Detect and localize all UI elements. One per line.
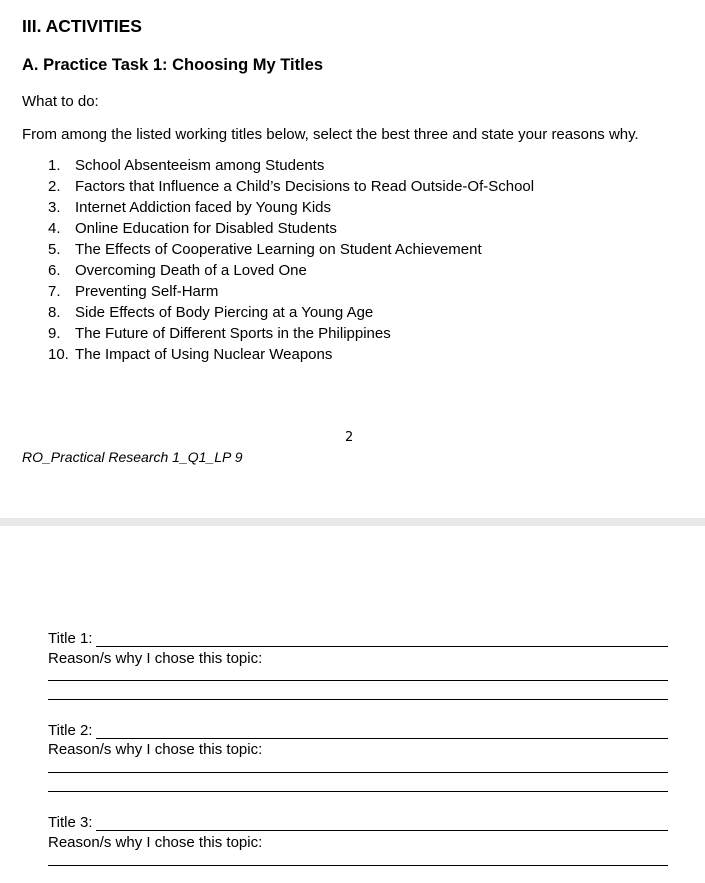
list-item — [48, 261, 534, 282]
reason-1-line-1[interactable] — [48, 680, 668, 681]
reason-2-line-2[interactable] — [48, 791, 668, 792]
reason-2-line-1[interactable] — [48, 772, 668, 773]
item-text: Overcoming Death of a Loved One — [75, 262, 307, 279]
title-3-blank[interactable] — [96, 815, 668, 831]
reason-2-label: Reason/s why I chose this topic: — [48, 741, 263, 758]
title-1-field[interactable] — [48, 630, 668, 647]
item-number: 1. — [48, 157, 61, 174]
title-1-label: Title 1: — [48, 630, 93, 647]
list-item — [48, 219, 534, 240]
item-number: 4. — [48, 220, 61, 237]
list-item — [48, 303, 534, 324]
list-item — [48, 282, 534, 303]
item-text: Online Education for Disabled Students — [75, 220, 337, 237]
task-title: A. Practice Task 1: Choosing My Titles — [22, 56, 324, 74]
item-number: 10. — [48, 346, 69, 363]
reason-1-line-2[interactable] — [48, 699, 668, 700]
list-item — [48, 345, 534, 366]
page-footer: RO_Practical Research 1_Q1_LP 9 — [22, 449, 243, 465]
reason-3-label: Reason/s why I chose this topic: — [48, 834, 263, 851]
title-3-field[interactable] — [48, 814, 668, 831]
reason-1-label: Reason/s why I chose this topic: — [48, 650, 263, 667]
item-number: 2. — [48, 178, 61, 195]
item-text: Factors that Influence a Child’s Decisions to Read Outside-Of-School — [75, 178, 535, 195]
titles-list — [48, 156, 534, 366]
page-separator — [0, 518, 705, 526]
reason-3-line-1[interactable] — [48, 865, 668, 866]
item-text: The Effects of Cooperative Learning on Student Achievement — [75, 241, 482, 258]
instructions-text: From among the listed working titles below, select the best three and state your reasons why. — [22, 126, 639, 143]
what-to-do-label: What to do: — [22, 93, 99, 110]
list-item — [48, 156, 534, 177]
title-2-blank[interactable] — [96, 723, 668, 739]
list-item — [48, 240, 534, 261]
item-text: The Future of Different Sports in the Philippines — [75, 325, 391, 342]
list-item — [48, 177, 534, 198]
page-2 — [0, 526, 705, 883]
item-number: 6. — [48, 262, 61, 279]
title-2-field[interactable] — [48, 722, 668, 739]
title-2-label: Title 2: — [48, 722, 93, 739]
item-text: Preventing Self-Harm — [75, 283, 219, 300]
item-text: Side Effects of Body Piercing at a Young Age — [75, 304, 374, 321]
title-1-blank[interactable] — [96, 631, 668, 647]
item-number: 3. — [48, 199, 61, 216]
list-item — [48, 198, 534, 219]
item-number: 8. — [48, 304, 61, 321]
list-item — [48, 324, 534, 345]
item-number: 5. — [48, 241, 61, 258]
item-number: 9. — [48, 325, 61, 342]
item-text: The Impact of Using Nuclear Weapons — [75, 346, 333, 363]
item-text: Internet Addiction faced by Young Kids — [75, 199, 332, 216]
page-number: 2 — [345, 430, 354, 445]
item-number: 7. — [48, 283, 61, 300]
item-text: School Absenteeism among Students — [75, 157, 325, 174]
title-3-label: Title 3: — [48, 814, 93, 831]
section-title: III. ACTIVITIES — [22, 16, 142, 36]
